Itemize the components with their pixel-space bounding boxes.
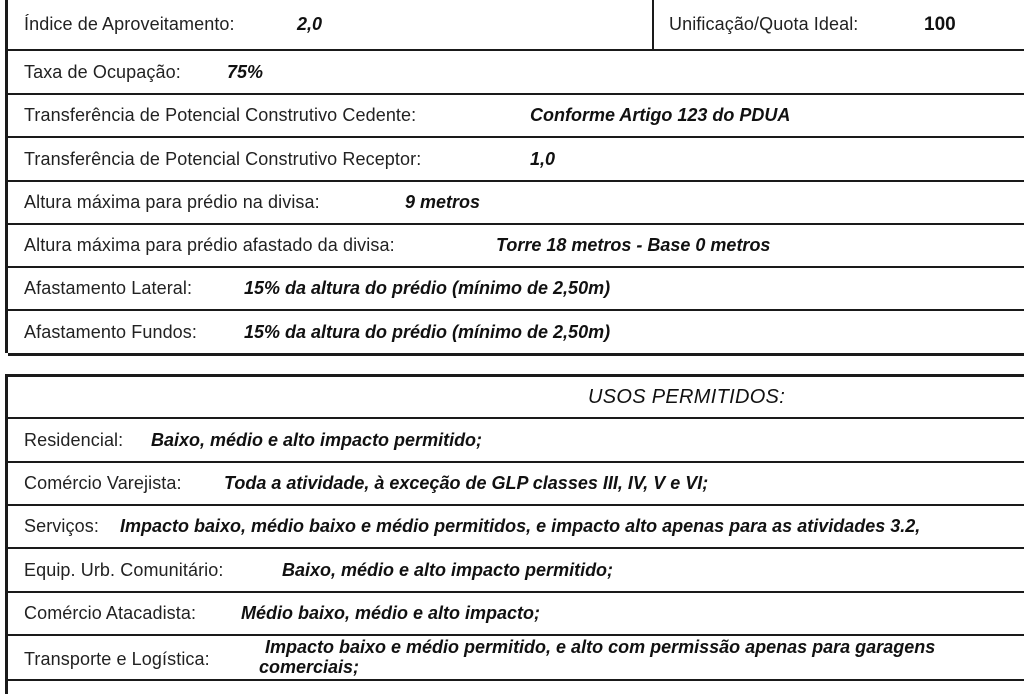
altura-afastado-label: Altura máxima para prédio afastado da divisa: [24,235,395,255]
residencial-label: Residencial: [24,429,124,450]
table-row [8,311,1024,356]
taxa-value: 75% [227,61,264,82]
tpc-receptor-value: 1,0 [530,148,556,169]
tpc-cedente-value: Conforme Artigo 123 do PDUA [530,105,791,125]
table-row [8,182,1024,225]
altura-divisa-label: Altura máxima para prédio na divisa: [24,192,320,212]
afast-lateral-label: Afastamento Lateral: [24,278,193,298]
transporte-value-line2: comerciais; [259,657,360,677]
table-row [8,268,1024,311]
table-row [8,463,1024,506]
unificacao-label: Unificação/Quota Ideal: [669,14,859,34]
table-row [8,138,1024,182]
unificacao-value: 100 [924,13,956,35]
taxa-label: Taxa de Ocupação: [24,61,181,82]
table-row [8,95,1024,138]
usos-header: USOS PERMITIDOS: [588,385,786,408]
column-divider [652,0,654,49]
altura-divisa-value: 9 metros [405,192,481,212]
tpc-cedente-label: Transferência de Potencial Construtivo Cedente: [24,105,417,125]
indice-label: Índice de Aproveitamento: [24,14,235,34]
servicos-label: Serviços: [24,516,99,536]
indice-value: 2,0 [297,14,323,34]
afast-fundos-label: Afastamento Fundos: [24,321,197,342]
usos-table [5,374,1024,694]
table-row [8,506,1024,549]
table-row [8,225,1024,268]
parameters-table [5,0,1024,353]
afast-fundos-value: 15% da altura do prédio (mínimo de 2,50m) [244,321,611,342]
equip-value: Baixo, médio e alto impacto permitido; [282,559,614,580]
transporte-value-line1: Impacto baixo e médio permitido, e alto com permissão apenas para garagens [265,637,936,657]
table-row [8,51,1024,95]
table-row [8,636,1024,681]
table-row [8,593,1024,636]
table-row [8,0,1024,51]
servicos-value: Impacto baixo, médio baixo e médio permitidos, e impacto alto apenas para as atividades 3.2, [120,516,921,536]
atacadista-label: Comércio Atacadista: [24,603,197,623]
varejista-value: Toda a atividade, à exceção de GLP classes III, IV, V e VI; [224,473,709,493]
residencial-value: Baixo, médio e alto impacto permitido; [151,429,483,450]
transporte-label: Transporte e Logística: [24,649,210,669]
table-row [8,419,1024,463]
altura-afastado-value: Torre 18 metros - Base 0 metros [496,235,771,255]
afast-lateral-value: 15% da altura do prédio (mínimo de 2,50m) [244,278,611,298]
equip-label: Equip. Urb. Comunitário: [24,559,224,580]
varejista-label: Comércio Varejista: [24,473,182,493]
usos-header-row [8,377,1024,419]
atacadista-value: Médio baixo, médio e alto impacto; [241,603,541,623]
table-row [8,549,1024,593]
tpc-receptor-label: Transferência de Potencial Construtivo Receptor: [24,148,422,169]
